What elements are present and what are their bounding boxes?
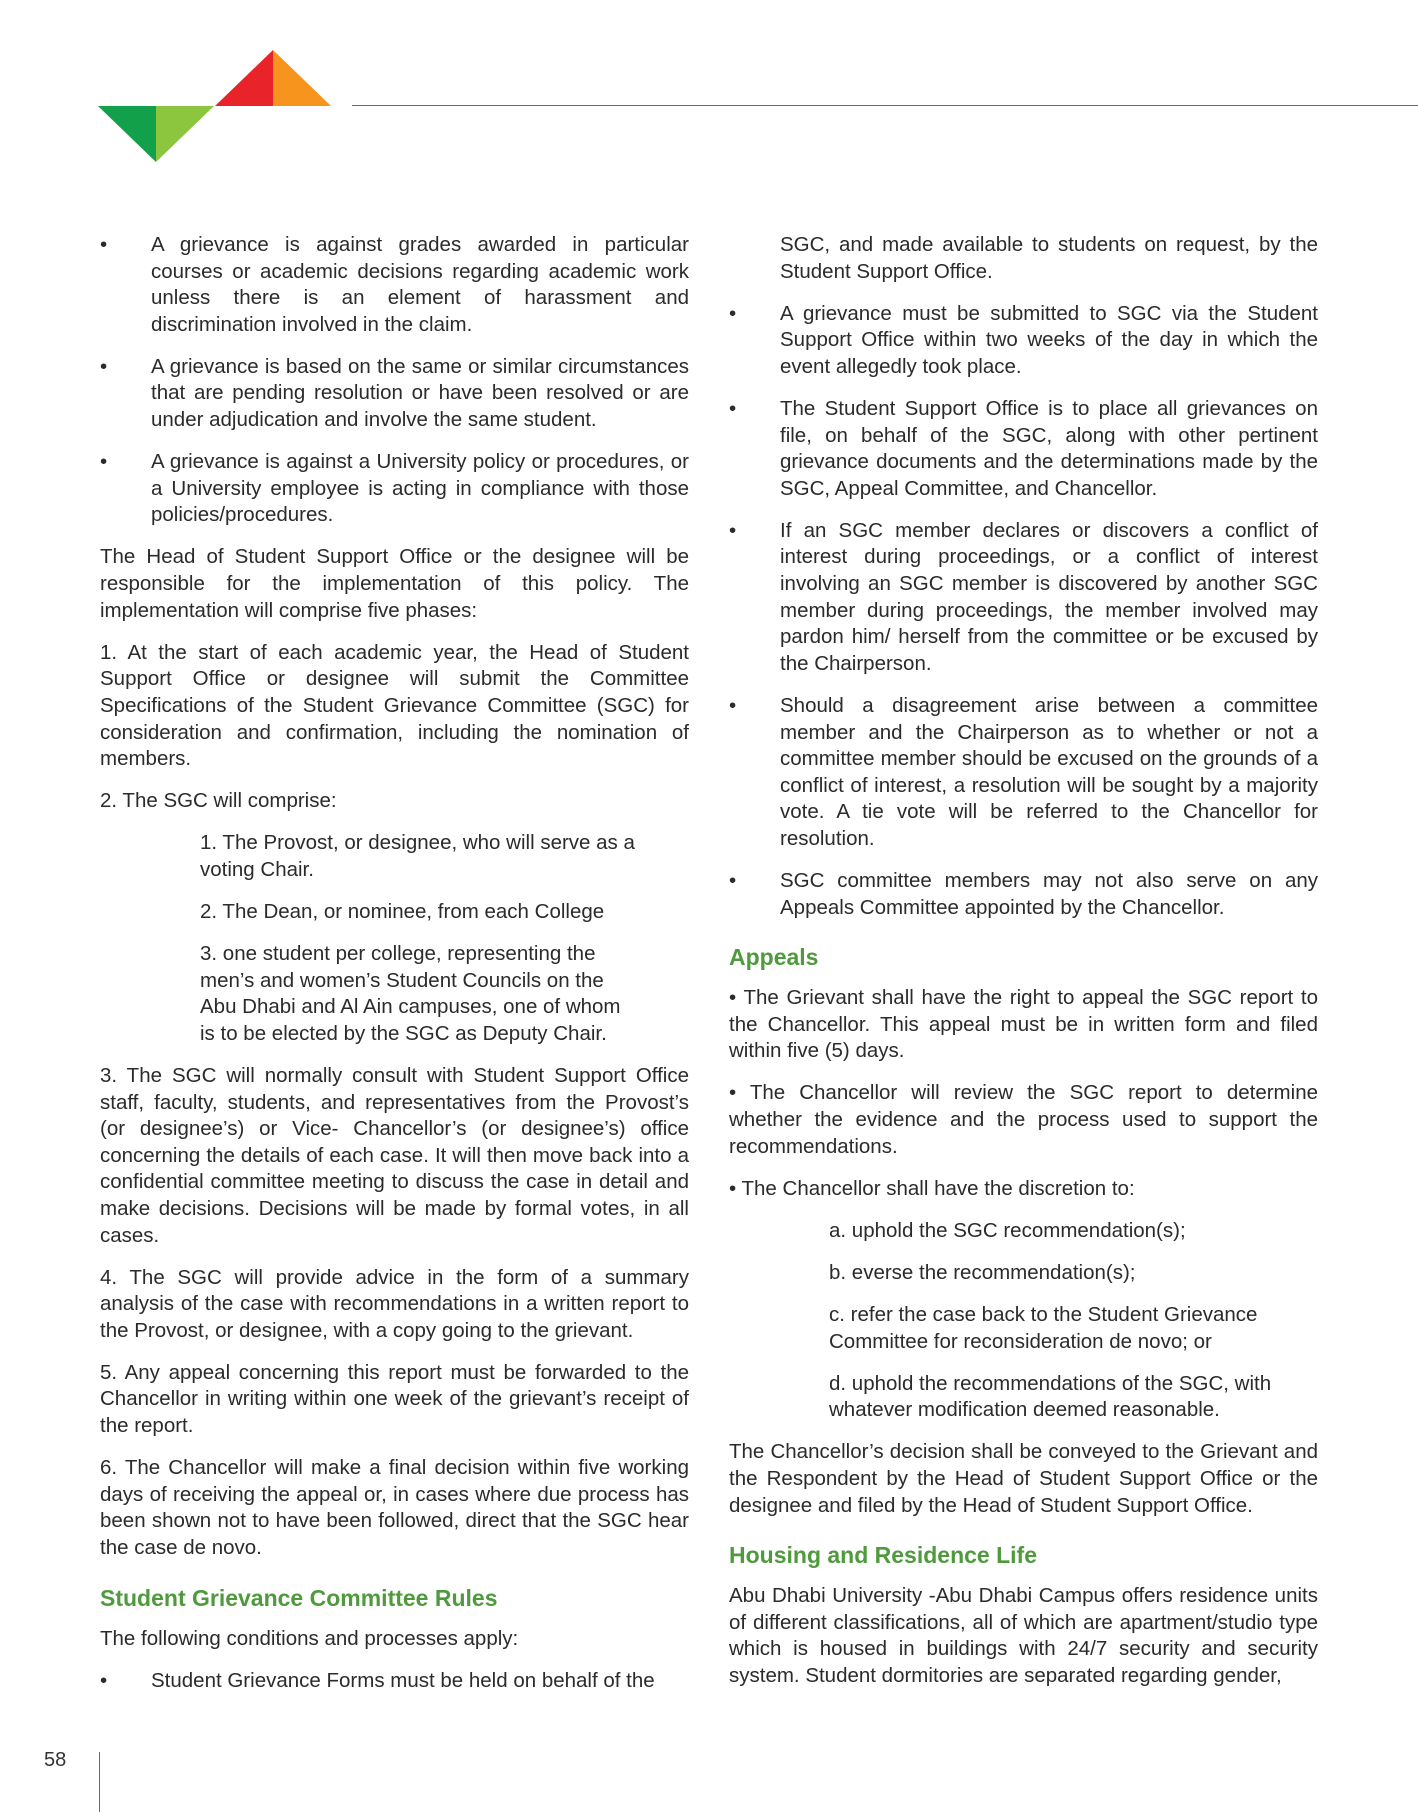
university-logo <box>98 50 334 162</box>
member-item-2: 2. The Dean, or nominee, from each College <box>200 899 605 923</box>
appeals-paragraph-2: • The Chancellor will review the SGC report to determine whether the evidence and the process used to support the recommendations. <box>729 1081 1318 1158</box>
option-d: d. uphold the recommendations of the SGC, with whatever modification deemed reasonable. <box>829 1371 1272 1422</box>
option-a: a. uphold the SGC recommendation(s); <box>829 1218 1186 1242</box>
phase-2: 2. The SGC will comprise: <box>100 789 337 813</box>
exclusion-bullet-1: • A grievance is against grades awarded in particular courses or academic decisions regarding academic work unless there is an element of harassment and discrimination involved in the claim. <box>100 233 689 336</box>
rules-bullet-1: • Student Grievance Forms must be held on behalf of the <box>100 1668 655 1692</box>
rules-intro: The following conditions and processes apply: <box>100 1626 519 1650</box>
rules-bullet-6: • SGC committee members may not also serve on any Appeals Committee appointed by the Chancellor. <box>729 868 1318 919</box>
logo-orange-triangle <box>273 50 331 106</box>
phase-5: 5. Any appeal concerning this report must be forwarded to the Chancellor in writing within one week of the grievant’s receipt of the report. <box>100 1360 689 1438</box>
rules-bullet-2: • A grievance must be submitted to SGC via the Student Support Office within two weeks of the day in which the event allegedly took place. <box>729 301 1318 378</box>
phase-6: 6. The Chancellor will make a final decision within five working days of receiving the appeal or, in cases where due process has been shown not to have been followed, direct that the SGC hear the case de novo. <box>100 1456 689 1559</box>
logo-dark-green-triangle <box>98 106 156 162</box>
rules-bullet-4: • If an SGC member declares or discovers a conflict of interest during proceedings, or a conflict of interest involving an SGC member is discovered by another SGC member during proceedings, the member involved may pardon him/ herself from the committee or be excused by the Chairperson. <box>729 518 1318 675</box>
option-c: c. refer the case back to the Student Grievance Committee for reconsideration de novo; or <box>829 1303 1258 1353</box>
rules-heading: Student Grievance Committee Rules <box>100 1584 498 1611</box>
header-rule <box>352 105 1418 106</box>
rules-bullet-5: • Should a disagreement arise between a committee member and the Chairperson as to whether or not a committee member should be excused on the grounds of a conflict of interest, a resolution will be sought by a majority vote. A tie vote will be referred to the Chancellor for resolution. <box>729 693 1318 850</box>
appeals-paragraph-3: • The Chancellor shall have the discretion to: <box>729 1176 1135 1200</box>
rules-bullet-1-continued: SGC, and made available to students on request, by the Student Support Office. <box>780 233 1318 283</box>
left-column <box>100 232 689 1710</box>
appeals-paragraph-1: • The Grievant shall have the right to appeal the SGC report to the Chancellor. This appeal must be in written form and filed within five (5) days. <box>729 986 1318 1063</box>
exclusion-bullet-2: • A grievance is based on the same or similar circumstances that are pending resolution or have been resolved or are under adjudication and involve the same student. <box>100 354 689 432</box>
phase-3: 3. The SGC will normally consult with Student Support Office staff, faculty, students, and representatives from the Provost’s (or designee’s) or Vice- Chancellor’s (or designee’s) office concerning the details of each case. It will then move back into a confidential committee meeting to discuss the case in detail and make decisions. Decisions will be made by formal votes, in all cases. <box>100 1063 689 1247</box>
right-column <box>729 232 1318 1705</box>
logo-red-triangle <box>215 50 273 106</box>
footer-rule <box>99 1752 100 1812</box>
housing-heading: Housing and Residence Life <box>729 1542 1037 1569</box>
housing-paragraph: Abu Dhabi University -Abu Dhabi Campus offers residence units of different classifications, all of which are apartment/studio type which is housed in buildings with 24/7 security and security system. Student dormitories are separated regarding gender, <box>729 1584 1318 1687</box>
rules-bullet-3: • The Student Support Office is to place all grievances on file, on behalf of the SGC, along with other pertinent grievance documents and the determinations made by the SGC, Appeal Committee, and Chancellor. <box>729 396 1318 500</box>
phase-1: 1. At the start of each academic year, the Head of Student Support Office or designee will submit the Committee Specifications of the Student Grievance Committee (SGC) for consideration and confirmation, including the nomination of members. <box>100 640 689 771</box>
appeals-heading: Appeals <box>729 944 819 971</box>
decision-paragraph: The Chancellor’s decision shall be conveyed to the Grievant and the Respondent by the Head of Student Support Office or the designee and filed by the Head of Student Support Office. <box>729 1440 1318 1517</box>
member-item-3: 3. one student per college, representing the men’s and women’s Student Councils on the Abu Dhabi and Al Ain campuses, one of whom is to be elected by the SGC as Deputy Chair. <box>200 942 621 1045</box>
implementation-intro: The Head of Student Support Office or the designee will be responsible for the implementation of this policy. The implementation will comprise five phases: <box>100 545 689 622</box>
option-b: b. everse the recommendation(s); <box>829 1260 1136 1284</box>
page-number: 58 <box>44 1749 67 1771</box>
logo-light-green-triangle <box>156 106 214 162</box>
phase-4: 4. The SGC will provide advice in the form of a summary analysis of the case with recommendations in a written report to the Provost, or designee, with a copy going to the grievant. <box>100 1265 689 1342</box>
member-item-1: 1. The Provost, or designee, who will serve as a voting Chair. <box>200 831 635 881</box>
exclusion-bullet-3: • A grievance is against a University policy or procedures, or a University employee is acting in compliance with those policies/procedures. <box>100 450 689 527</box>
